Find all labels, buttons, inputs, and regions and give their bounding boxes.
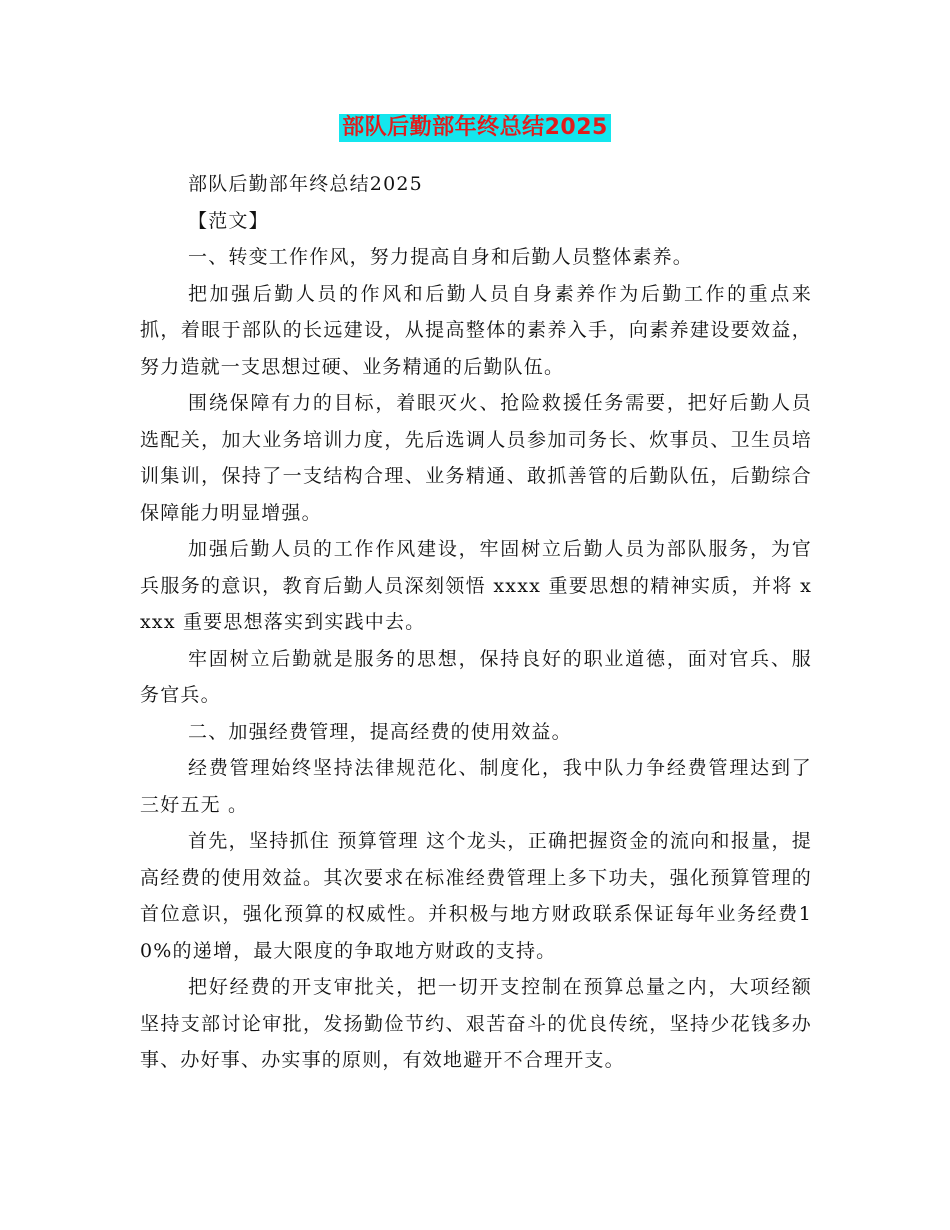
body-paragraph: 把加强后勤人员的作风和后勤人员自身素养作为后勤工作的重点来抓，着眼于部队的长远建设，从提高整体的素养入手，向素养建设要效益，努力造就一支思想过硬、业务精通的后勤队伍。: [140, 282, 812, 378]
sample-label-paragraph: 【范文】: [188, 209, 269, 232]
section-heading-2: 二、加强经费管理，提高经费的使用效益。: [188, 720, 572, 743]
body-paragraph: 牢固树立后勤就是服务的思想，保持良好的职业道德，面对官兵、服务官兵。: [140, 647, 812, 706]
body-paragraph: 首先，坚持抓住 预算管理 这个龙头，正确把握资金的流向和报量，提高经费的使用效益。其次要求在标准经费管理上多下功夫，强化预算管理的首位意识，强化预算的权威性。并积极与地方财政联系保证每年业务经费10%的递增，最大限度的争取地方财政的支持。: [140, 830, 812, 962]
body-paragraph: 经费管理始终坚持法律规范化、制度化，我中队力争经费管理达到了 三好五无 。: [140, 757, 812, 816]
subtitle-paragraph: 部队后勤部年终总结2025: [188, 173, 423, 195]
section-heading-1: 一、转变工作作风，努力提高自身和后勤人员整体素养。: [188, 246, 694, 268]
body-paragraph: 围绕保障有力的目标，着眼灭火、抢险救援任务需要，把好后勤人员选配关，加大业务培训力度，先后选调人员参加司务长、炊事员、卫生员培训集训，保持了一支结构合理、业务精通、敢抓善管的后勤队伍，后勤综合保障能力明显增强。: [140, 392, 812, 524]
body-paragraph: 加强后勤人员的工作作风建设，牢固树立后勤人员为部队服务，为官兵服务的意识，教育后勤人员深刻领悟 xxxx 重要思想的精神实质，并将 xxxx 重要思想落实到实践中去。: [140, 538, 812, 633]
document-title: 部队后勤部年终总结2025: [339, 114, 611, 142]
title-container: [0, 114, 950, 142]
document-body: [140, 166, 812, 1079]
body-paragraph: 把好经费的开支审批关，把一切开支控制在预算总量之内，大项经额坚持支部讨论审批，发扬勤俭节约、艰苦奋斗的优良传统，坚持少花钱多办事、办好事、办实事的原则，有效地避开不合理开支。: [140, 976, 812, 1071]
